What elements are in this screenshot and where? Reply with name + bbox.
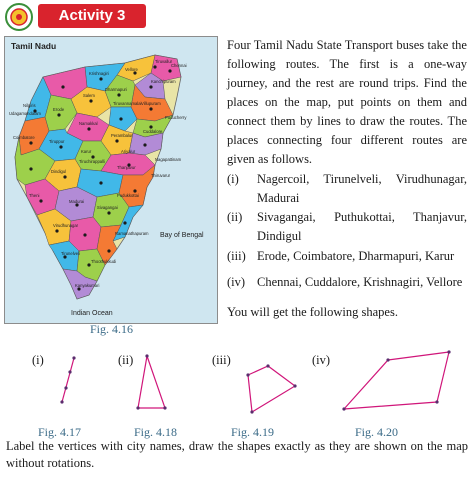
route-text: Erode, Coimbatore, Dharmapuri, Karur — [257, 249, 455, 263]
label-dindigul: Dindigul — [51, 169, 67, 174]
shape-figures — [0, 340, 474, 430]
label-villupuram: Villupuram — [141, 101, 161, 106]
figure-label: (ii) — [118, 353, 134, 367]
label-tiruppur: Tiruppur — [49, 139, 65, 144]
route-number: (iv) — [227, 275, 246, 289]
label-nilgiris: Nilgiris — [23, 103, 36, 108]
instruction-paragraph: Label the vertices with city names, draw the shapes exactly as they are shown on the map without rotations. — [6, 439, 468, 470]
label-perambalur: Perambalur — [111, 133, 133, 138]
route-item — [227, 247, 467, 266]
label-tiruvannamalai: Tiruvannamalai — [113, 101, 142, 106]
route-text: Nagercoil, Tirunelveli, Virudhunagar, Madurai — [257, 172, 467, 205]
route-number: (iii) — [227, 249, 246, 263]
logo-emblem-icon — [4, 2, 34, 32]
figure-label: (iii) — [212, 353, 231, 367]
label-krishnagiri: Krishnagiri — [89, 71, 109, 76]
activity-label: Activity 3 — [38, 4, 146, 28]
figure-caption: Fig. 4.18 — [134, 425, 178, 439]
map-graphic — [5, 37, 217, 323]
label-puducherry: Puducherry — [165, 115, 187, 120]
label-virudhunagar: Virudhunagar — [53, 223, 79, 228]
label-ramanathapuram: Ramanathapuram — [115, 231, 149, 236]
label-kanyakumari: Kanyakumari — [75, 283, 100, 288]
route-item — [227, 170, 467, 208]
label-madurai: Madurai — [69, 199, 85, 204]
figure-caption: Fig. 4.20 — [355, 425, 399, 439]
intro-paragraph: Four Tamil Nadu State Transport buses take the following routes. The first is a one-way journey, and the rest are round trips. Find the places on the map, put points on them and connect them by lines to draw the routes. The places connecting four different routes are given as follows. — [227, 38, 467, 166]
label-tirunelveli: Tirunelveli — [61, 251, 80, 256]
label-namakkal: Namakkal — [79, 121, 98, 126]
label-cuddalore: Cuddalore — [143, 129, 163, 134]
label-tiruchirappalli: Tiruchirappalli — [79, 159, 105, 164]
label-thoothukkudi: Thoothukkudi — [91, 259, 117, 264]
route-text: Chennai, Cuddalore, Krishnagiri, Vellore — [257, 275, 463, 289]
label-karur: Karur — [81, 149, 92, 154]
label-pudukkottai: Pudukkottai — [117, 193, 139, 198]
label-dharmapuri: Dharmapuri — [105, 87, 127, 92]
shape-iii-quadrilateral — [248, 366, 295, 412]
shape-iv-quadrilateral — [344, 352, 449, 409]
label-ariyalur: Ariyalur — [121, 149, 136, 154]
shape-ii-triangle — [138, 356, 165, 408]
route-number: (i) — [227, 172, 239, 186]
map-title: Tamil Nadu — [11, 41, 57, 51]
label-thiruvarur: Thiruvarur — [151, 173, 171, 178]
label-kanchipuram: Kanchipuram — [151, 79, 176, 84]
route-number: (ii) — [227, 210, 243, 224]
shapes-intro: You will get the following shapes. — [227, 305, 398, 319]
shape-i-line — [62, 358, 74, 402]
label-udagamandalam: Udagamandalam — [9, 111, 41, 116]
figure-label: (iv) — [312, 353, 331, 367]
label-theni: Theni — [29, 193, 40, 198]
label-erode: Erode — [53, 107, 65, 112]
figure-label: (i) — [32, 353, 44, 367]
label-indian-ocean: Indian Ocean — [71, 310, 113, 317]
route-text: Sivagangai, Puthukottai, Thanjavur, Dindigul — [257, 210, 467, 243]
label-nagapattinam: Nagapattinam — [155, 157, 182, 162]
label-salem: Salem — [83, 93, 95, 98]
map-caption: Fig. 4.16 — [90, 322, 134, 336]
tamil-nadu-map — [4, 36, 218, 324]
label-chennai: Chennai — [171, 63, 187, 68]
figure-caption: Fig. 4.17 — [38, 425, 82, 439]
label-sivagangai: Sivagangai — [97, 205, 118, 210]
label-tiruvallur: Tiruvallur — [155, 59, 173, 64]
label-coimbatore: Coimbatore — [13, 135, 35, 140]
label-bay-of-bengal: Bay of Bengal — [160, 232, 204, 239]
label-thanjavur: Thanjavur — [117, 165, 136, 170]
route-item — [227, 273, 467, 292]
figure-caption: Fig. 4.19 — [231, 425, 275, 439]
label-vellore: Vellore — [125, 67, 138, 72]
route-item — [227, 208, 467, 246]
